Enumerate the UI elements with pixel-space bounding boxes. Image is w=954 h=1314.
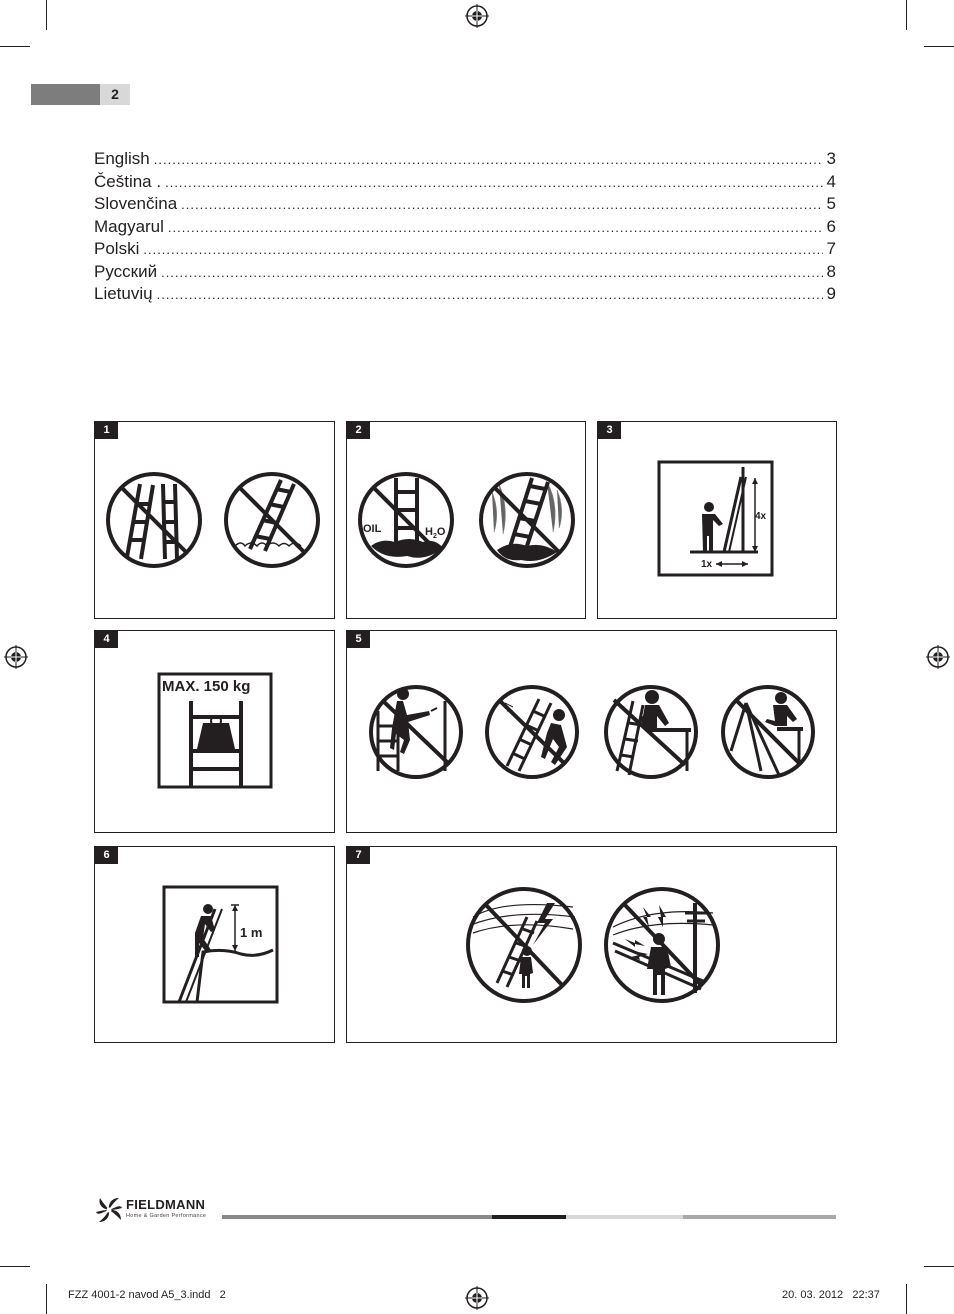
file-slug: FZZ 4001-2 navod A5_3.indd 2 — [68, 1289, 226, 1301]
registration-mark-icon — [4, 645, 28, 669]
toc-page-number: 9 — [826, 284, 836, 303]
panel-6 — [94, 846, 335, 1043]
registration-mark-icon — [465, 1286, 489, 1310]
toc-entry[interactable] — [94, 261, 836, 284]
toc-page-number: 7 — [826, 239, 836, 258]
toc-entry[interactable] — [94, 193, 836, 216]
no-ladder-icon — [226, 474, 318, 566]
no-ladder-icon — [487, 687, 577, 777]
toc-language: Čeština . — [94, 171, 162, 191]
toc-leader — [157, 284, 823, 307]
toc-page-number: 4 — [826, 171, 836, 191]
panel-7 — [346, 846, 837, 1043]
panel-number: 4 — [95, 631, 118, 648]
toc-leader — [168, 217, 823, 240]
panel-number: 5 — [347, 631, 370, 648]
no-ladder-icon — [468, 889, 580, 1001]
crop-mark — [924, 1266, 954, 1267]
toc-page-number: 3 — [826, 149, 836, 168]
toc-page-number: 6 — [826, 216, 836, 236]
base-ratio-label: 1x — [701, 559, 713, 570]
crop-mark — [0, 46, 30, 47]
toc-language: Magyarul — [94, 216, 164, 236]
oil-label: OIL — [363, 523, 382, 535]
no-ladder-icon — [371, 687, 461, 777]
crop-mark — [906, 0, 907, 30]
fieldmann-logo-icon — [94, 1195, 124, 1225]
toc-leader — [161, 262, 822, 285]
toc-language: Slovenčina — [94, 194, 178, 213]
panel-5 — [346, 630, 837, 833]
footer-rule — [566, 1215, 683, 1219]
panel-2 — [346, 421, 586, 619]
footer-rule — [683, 1215, 836, 1219]
brand-tagline: Home & Garden Performance — [126, 1213, 207, 1219]
no-ladder-icon — [108, 474, 200, 566]
toc-entry[interactable] — [94, 148, 836, 171]
print-timestamp: 20. 03. 2012 22:37 — [782, 1289, 880, 1301]
toc-entry[interactable] — [94, 171, 836, 194]
panel-number: 2 — [347, 422, 370, 439]
page-number: 2 — [100, 84, 130, 105]
no-ladder-icon — [481, 474, 573, 566]
panel-number: 7 — [347, 847, 370, 864]
no-ladder-icon — [606, 889, 718, 1001]
table-of-contents — [94, 148, 836, 306]
panel-1 — [94, 421, 335, 619]
panel-number: 1 — [95, 422, 118, 439]
water-label: $H_2O$ — [425, 526, 446, 540]
max-load-label: MAX. 150 kg — [162, 678, 251, 695]
crop-mark — [906, 1284, 907, 1314]
brand-name: FIELDMANN — [126, 1197, 206, 1212]
toc-leader — [143, 239, 822, 262]
toc-entry[interactable] — [94, 216, 836, 239]
toc-language: Polski — [94, 239, 140, 258]
toc-language: Lietuvių — [94, 284, 153, 303]
toc-page-number: 5 — [826, 194, 836, 213]
no-ladder-icon — [723, 687, 813, 777]
toc-language: English — [94, 149, 150, 168]
crop-mark — [0, 1266, 30, 1267]
fieldmann-logo — [94, 1195, 224, 1225]
page-tab-bar — [31, 84, 100, 105]
footer-rule — [222, 1215, 492, 1219]
toc-leader — [165, 172, 822, 195]
toc-language: Русский — [94, 261, 158, 281]
panel-3 — [597, 421, 837, 619]
panel-number: 3 — [598, 422, 621, 439]
toc-entry[interactable] — [94, 283, 836, 306]
toc-entry[interactable] — [94, 238, 836, 261]
panel-4 — [94, 630, 335, 833]
toc-leader — [154, 149, 823, 172]
crop-mark — [46, 1284, 47, 1314]
crop-mark — [924, 46, 954, 47]
crop-mark — [46, 0, 47, 30]
panel-number: 6 — [95, 847, 118, 864]
toc-page-number: 8 — [826, 261, 836, 281]
no-ladder-icon — [606, 687, 696, 777]
registration-mark-icon — [926, 645, 950, 669]
toc-leader — [181, 194, 822, 217]
no-ladder-icon — [360, 474, 452, 566]
footer-rule — [492, 1215, 566, 1219]
height-ratio-label: 4x — [755, 511, 767, 522]
registration-mark-icon — [465, 4, 489, 28]
overhang-label: 1 m — [240, 925, 263, 940]
